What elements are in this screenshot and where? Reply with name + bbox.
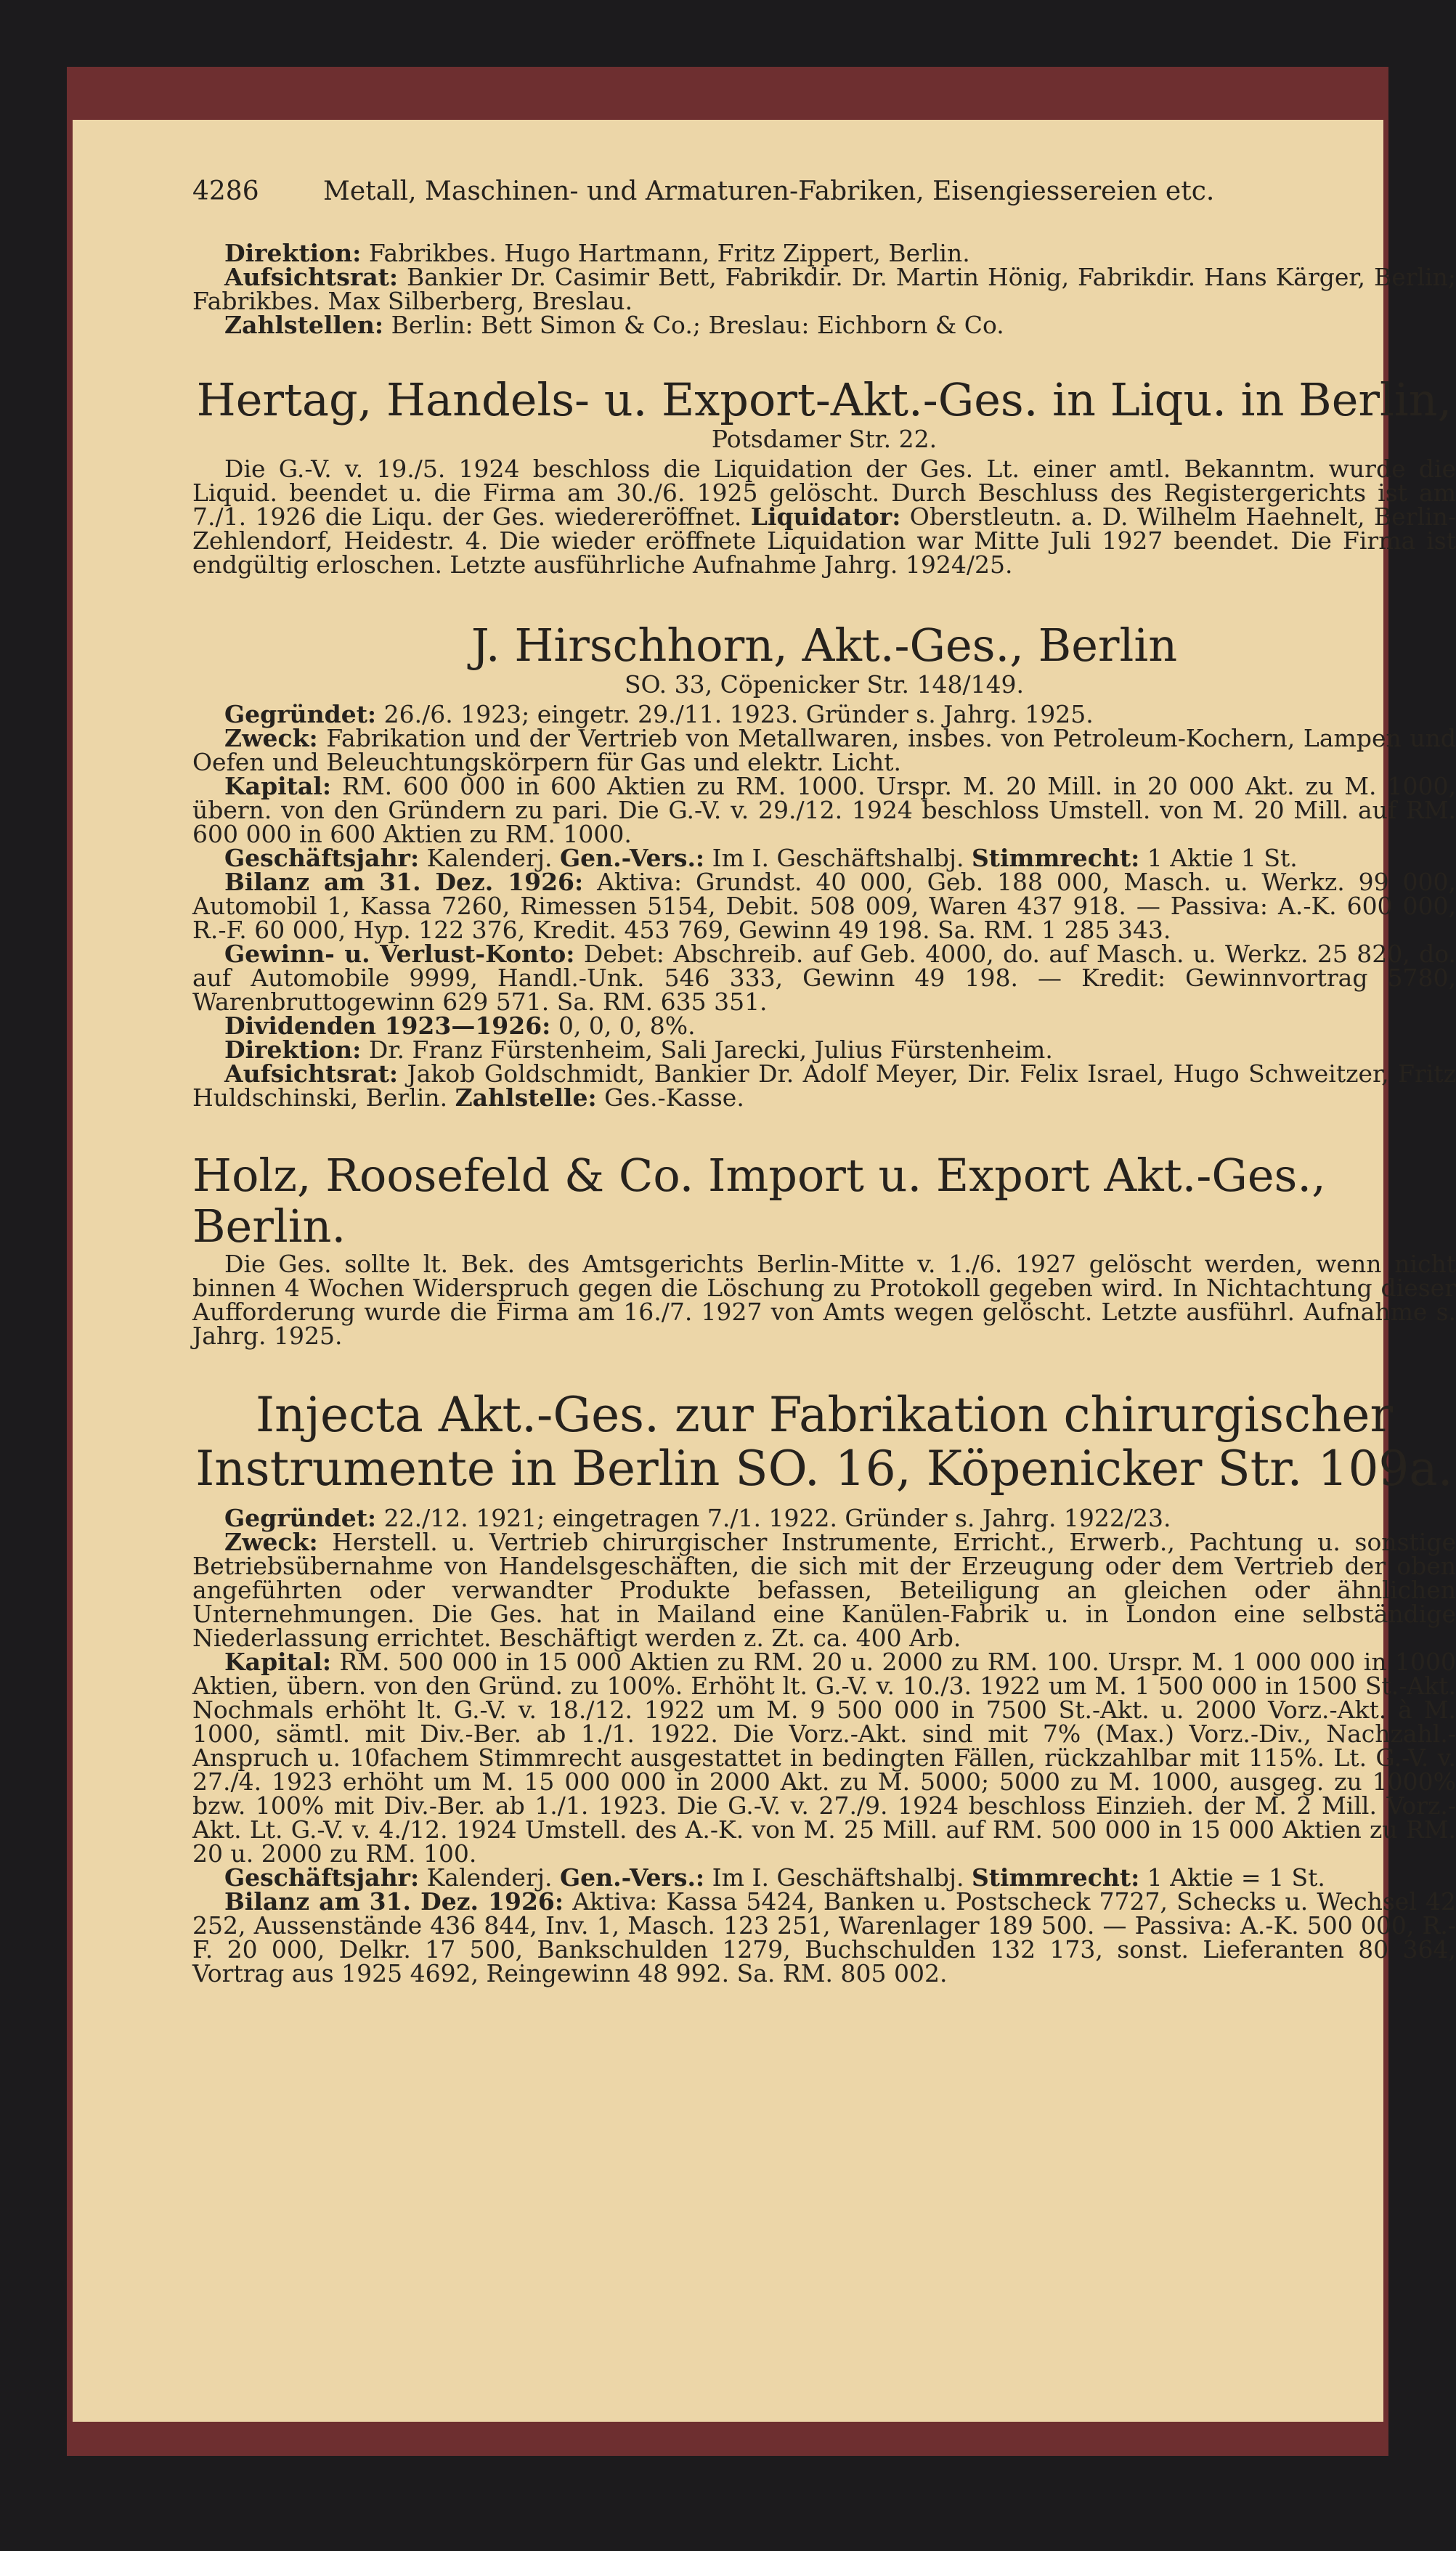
injecta-bilanz: Bilanz am 31. Dez. 1926: Aktiva: Kassa 5424, Banken u. Postscheck 7727, Schecks u. Wechsel 42 252, Aussenstände 436 844, Inv. 1, Masch. 123 251, Warenlager 189 500. — Passiva: A.-K. 500 000, R.-F. 20 000, Delkr. 17 500, Bankschulden 1279, Buchschulden 132 173, sonst. Lieferanten 80 364, Vortrag aus 1925 4692, Reingewinn 48 992. Sa. RM. 805 002. [192,1887,1456,1987]
holz-title: Holz, Roosefeld & Co. Import u. Export Akt.-Ges., Berlin. [192,1149,1326,1253]
running-title: Metall, Maschinen- und Armaturen-Fabriken, Eisengiessereien etc. [323,176,1215,206]
hirschhorn-dividenden: Dividenden 1923—1926: 0, 0, 0, 8%. [224,1012,696,1040]
running-header [192,176,1456,206]
injecta-geschaeftsjahr: Geschäftsjahr: Kalenderj. Gen.-Vers.: Im I. Geschäftshalbj. Stimmrecht: 1 Aktie = 1 St. [224,1863,1325,1892]
injecta-title-line2: Instrumente in Berlin SO. 16, Köpenicker Str. 109a. [195,1441,1453,1497]
injecta-zweck: Zweck: Herstell. u. Vertrieb chirurgischer Instrumente, Erricht., Erwerb., Pachtung u. sonstige Betriebsübernahme von Handelsgeschäften, die sich mit der Erzeugung oder dem Vertrieb der oben angeführten oder verwandter Produkte befassen, Beteiligung an gleichen oder ähnlichen Unternehmungen. Die Ges. hat in Mailand eine Kanülen-Fabrik u. in London eine selbständige Niederlassung errichtet. Beschäftigt werden z. Zt. ca. 400 Arb. [192,1528,1456,1652]
top-zahlstellen: Zahlstellen: Berlin: Bett Simon & Co.; Breslau: Eichborn & Co. [224,311,1004,339]
hirschhorn-title: J. Hirschhorn, Akt.-Ges., Berlin [471,619,1178,672]
hirschhorn-gegruendet: Gegründet: 26./6. 1923; eingetr. 29./11. 1923. Gründer s. Jahrg. 1925. [224,700,1094,728]
page-number: 4286 [192,176,259,206]
injecta-kapital: Kapital: RM. 500 000 in 15 000 Aktien zu RM. 20 u. 2000 zu RM. 100. Urspr. M. 1 000 000 in 1000 Aktien, übern. von den Gründ. zu 100%. Erhöht lt. G.-V. v. 10./3. 1922 um M. 1 500 000 in 1500 St.-Akt. Nochmals erhöht lt. G.-V. v. 18./12. 1922 um M. 9 500 000 in 7500 St.-Akt. u. 2000 Vorz.-Akt. à M. 1000, sämtl. mit Div.-Ber. ab 1./1. 1922. Die Vorz.-Akt. sind mit 7% (Max.) Vorz.-Div., Nachzahl.-Anspruch u. 10fachem Stimmrecht ausgestattet in bedingten Fällen, rückzahlbar mit 115%. Lt. G.-V. v. 27./4. 1923 erhöht um M. 15 000 000 in 2000 Akt. zu M. 5000; 5000 zu M. 1000, ausgeg. zu 1000% bzw. 100% mit Div.-Ber. ab 1./1. 1923. Die G.-V. v. 27./9. 1924 beschloss Einzieh. der M. 2 Mill. Vorz.-Akt. Lt. G.-V. v. 4./12. 1924 Umstell. des A.-K. von M. 25 Mill. auf RM. 500 000 in 15 000 Aktien zu RM. 20 u. 2000 zu RM. 100. [192,1648,1456,1868]
page-content [192,176,1456,1987]
top-block [192,241,1456,337]
hirschhorn-bilanz: Bilanz am 31. Dez. 1926: Aktiva: Grundst. 40 000, Geb. 188 000, Masch. u. Werkz. 99 000, Automobil 1, Kassa 7260, Rimessen 5154, Debit. 508 009, Waren 437 918. — Passiva: A.-K. 600 000, R.-F. 60 000, Hyp. 122 376, Kredit. 453 769, Gewinn 49 198. Sa. RM. 1 285 343. [192,868,1456,944]
top-aufsichtsrat: Aufsichtsrat: Bankier Dr. Casimir Bett, Fabrikdir. Dr. Martin Hönig, Fabrikdir. Hans Kärger, Berlin; Fabrikbes. Max Silberberg, Breslau. [192,263,1456,315]
injecta-gegruendet: Gegründet: 22./12. 1921; eingetragen 7./1. 1922. Gründer s. Jahrg. 1922/23. [224,1504,1171,1532]
hertag-title: Hertag, Handels- u. Export-Akt.-Ges. in Liqu. in Berlin, [196,373,1452,426]
injecta-title-line1: Injecta Akt.-Ges. zur Fabrikation chirurgischer [255,1387,1394,1443]
hirschhorn-aufsichtsrat: Aufsichtsrat: Jakob Goldschmidt, Bankier Dr. Adolf Meyer, Dir. Felix Israel, Hugo Schweitzer, Fritz Huldschinski, Berlin. Zahlstelle: Ges.-Kasse. [192,1059,1456,1112]
hirschhorn-direktion: Direktion: Dr. Franz Fürstenheim, Sali Jarecki, Julius Fürstenheim. [224,1036,1053,1064]
hirschhorn-kapital: Kapital: RM. 600 000 in 600 Aktien zu RM. 1000. Urspr. M. 20 Mill. in 20 000 Akt. zu M. 1000, übern. von den Gründern zu pari. Die G.-V. v. 29./12. 1924 beschloss Umstell. von M. 20 Mill. auf RM. 600 000 in 600 Aktien zu RM. 1000. [192,772,1456,848]
hertag-body: Die G.-V. v. 19./5. 1924 beschloss die Liquidation der Ges. Lt. einer amtl. Bekanntm. wurde die Liquid. beendet u. die Firma am 30./6. 1925 gelöscht. Durch Beschluss des Registergerichts ist am 7./1. 1926 die Liqu. der Ges. wiedereröffnet. Liquidator: Oberstleutn. a. D. Wilhelm Haehnelt, Berlin-Zehlendorf, Heidestr. 4. Die wieder eröffnete Liquidation war Mitte Juli 1927 beendet. Die Firma ist endgültig erloschen. Letzte ausführliche Aufnahme Jahrg. 1924/25. [192,455,1456,579]
hirschhorn-geschaeftsjahr: Geschäftsjahr: Kalenderj. Gen.-Vers.: Im I. Geschäftshalbj. Stimmrecht: 1 Aktie 1 St. [224,844,1298,872]
holz-body: Die Ges. sollte lt. Bek. des Amtsgerichts Berlin-Mitte v. 1./6. 1927 gelöscht werden, wenn nicht binnen 4 Wochen Widerspruch gegen die Löschung zu Protokoll gegeben wird. In Nichtachtung dieser Aufforderung wurde die Firma am 16./7. 1927 von Amts wegen gelöscht. Letzte ausführl. Aufnahme s. Jahrg. 1925. [192,1250,1456,1350]
hirschhorn-zweck: Zweck: Fabrikation und der Vertrieb von Metallwaren, insbes. von Petroleum-Kochern, Lampen und Oefen und Beleuchtungskörpern für Gas und elektr. Licht. [192,724,1456,776]
hirschhorn-address: SO. 33, Cöpenicker Str. 148/149. [624,670,1025,699]
top-direktion: Direktion: Fabrikbes. Hugo Hartmann, Fritz Zippert, Berlin. [224,239,970,267]
hertag-address: Potsdamer Str. 22. [711,425,938,453]
hirschhorn-guv: Gewinn- u. Verlust-Konto: Debet: Abschreib. auf Geb. 4000, do. auf Masch. u. Werkz. 25 820, do. auf Automobile 9999, Handl.-Unk. 546 333, Gewinn 49 198. — Kredit: Gewinnvortrag 5780, Warenbruttogewinn 629 571. Sa. RM. 635 351. [192,940,1456,1016]
book-page [73,120,1456,2422]
